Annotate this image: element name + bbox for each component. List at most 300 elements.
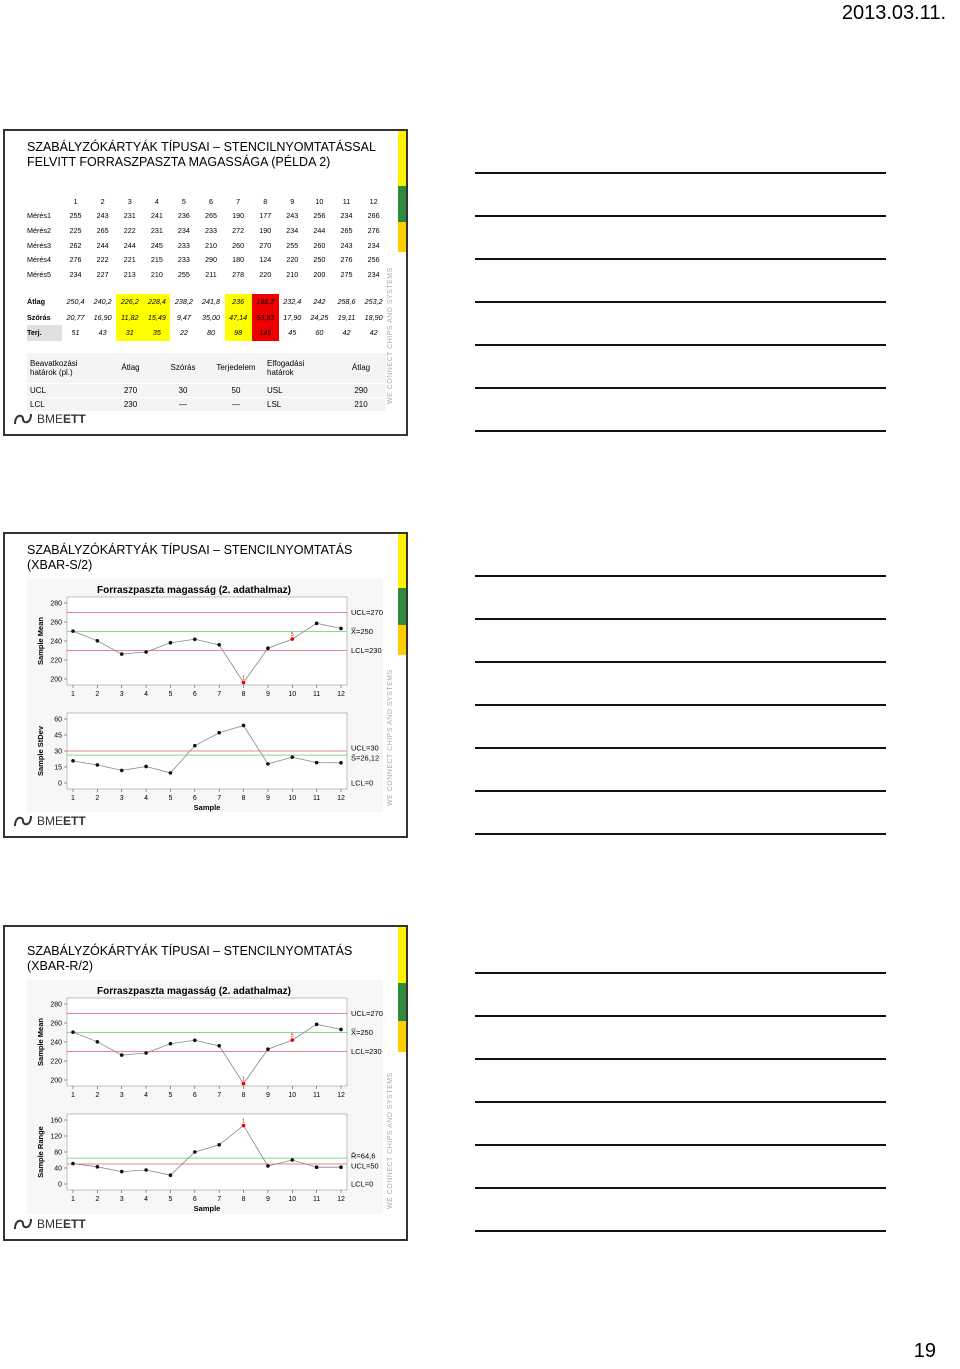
note-line [475,1058,886,1060]
table-cell: 255 [177,269,190,279]
data-point [120,1170,124,1174]
y-tick-label: 0 [58,1181,62,1189]
table-row [27,238,387,253]
stats-cell: 20,77 [66,312,85,322]
x-axis-label: Sample [193,1204,221,1213]
stats-cell: 98 [225,325,252,341]
stats-cell: 226,2 [116,294,143,310]
slide-2 [3,532,408,838]
table-row [27,209,387,224]
table-cell: 265 [340,225,353,235]
limits-header-cell: Elfogadási határok [264,353,336,383]
table-cell: 250 [313,255,326,265]
x-tick-label: 8 [241,1092,246,1099]
table-cell: 234 [367,269,380,279]
data-point [217,1044,221,1048]
data-point [169,641,173,645]
limits-cell: 50 [208,383,264,397]
data-point [193,744,197,748]
data-point [144,1051,148,1055]
row-label: Mérés2 [27,225,51,235]
table-cell: 236 [177,211,190,221]
column-header: 4 [154,196,159,206]
table-cell: 243 [340,240,353,250]
lcl-label: LCL=230 [351,1047,382,1056]
x-tick-label: 10 [288,1092,297,1099]
x-tick-label: 6 [192,1196,197,1203]
stats-table [27,294,387,341]
x-tick-label: 1 [71,1092,75,1099]
table-cell: 265 [205,211,218,221]
note-line [475,301,886,303]
data-point [169,1042,173,1046]
table-cell: 276 [340,255,353,265]
table-cell: 234 [177,225,190,235]
stats-cell: 253,2 [364,297,383,307]
y-tick-label: 240 [50,638,62,646]
stats-cell: 43 [98,328,107,338]
row-label: Mérés4 [27,255,51,265]
stats-row [27,294,387,310]
control-panel [36,713,379,812]
data-point [266,646,270,650]
table-cell: 190 [232,211,245,221]
x-tick-label: 3 [119,795,124,802]
data-point [339,1165,343,1169]
date: 2013.03.11. [841,2,946,24]
table-cell: 215 [150,255,163,265]
table-row [27,252,387,267]
ucl-label: UCL=50 [351,1161,379,1171]
page-number: 19 [913,1340,936,1362]
x-tick-label: 7 [217,1092,222,1099]
stats-cell: 19,11 [337,312,356,322]
x-tick-label: 8 [241,691,246,698]
x-tick-label: 10 [288,691,297,698]
x-tick-label: 9 [265,1092,270,1099]
data-point [71,1162,75,1166]
limits-cell: 30 [158,383,208,397]
table-cell: 290 [205,255,218,265]
y-axis-label: Sample Mean [36,1018,45,1066]
table-cell: 244 [313,225,326,235]
stats-cell: 11,82 [116,310,143,326]
table-cell: 275 [340,269,353,279]
flag-label: 5 [290,1033,294,1040]
y-axis-label: Sample Mean [36,617,45,665]
x-tick-label: 5 [168,1196,173,1203]
table-cell: 256 [367,255,380,265]
table-cell: 260 [313,240,326,250]
x-tick-label: 1 [71,795,75,802]
table-cell: 241 [150,211,163,221]
limits-header-row [27,353,386,383]
data-point [96,763,100,767]
center-label: X̿=250 [351,627,373,636]
limits-header-cell: Beavatkozási határok (pl.) [27,353,103,383]
column-header: 11 [342,196,351,206]
limits-cell: USL [264,383,336,397]
limits-cell: — [158,397,208,411]
xbar-r-chart [27,980,383,1214]
table-cell: 180 [232,255,245,265]
table-cell: 265 [96,225,109,235]
y-tick-label: 200 [50,1077,62,1085]
row-label: Szórás [27,312,51,322]
table-cell: 234 [367,240,380,250]
data-point [339,1028,343,1032]
stats-cell: 42 [369,328,378,338]
x-tick-label: 9 [265,795,270,802]
stats-cell: 80 [207,328,216,338]
limits-header-cell: Átlag [336,353,386,383]
side-text: WE CONNECT CHIPS AND SYSTEMS [387,1072,394,1209]
data-point [96,1040,100,1044]
table-cell: 210 [205,240,218,250]
stats-cell: 47,14 [225,310,252,326]
limits-header-cell: Szórás [158,353,208,383]
x-tick-label: 7 [217,795,222,802]
data-point [144,765,148,769]
x-tick-label: 6 [192,1092,197,1099]
stats-cell: 250,4 [66,297,85,307]
data-point [266,1164,270,1168]
x-axis-label: Sample [193,803,221,812]
stats-cell: 196,2 [252,294,279,310]
table-cell: 266 [367,211,380,221]
x-tick-label: 7 [217,691,222,698]
y-tick-label: 240 [50,1039,62,1047]
x-tick-label: 2 [95,795,100,802]
limits-cell: LCL [27,397,103,411]
data-point [315,761,319,765]
data-point [144,650,148,654]
x-tick-label: 1 [71,1196,75,1203]
data-point [290,1158,294,1162]
table-cell: 233 [177,255,190,265]
stats-cell: 258,6 [337,297,356,307]
table-cell: 124 [259,255,272,265]
table-cell: 222 [123,225,136,235]
y-tick-label: 0 [58,780,62,788]
header-row [27,194,387,209]
data-point [193,637,197,641]
data-point [217,643,221,647]
table-cell: 243 [96,211,109,221]
note-line [475,1144,886,1146]
ucl-label: UCL=30 [351,743,379,753]
y-tick-label: 280 [50,1001,62,1009]
y-tick-label: 160 [50,1117,62,1125]
table-cell: 211 [205,269,217,279]
data-point [71,759,75,763]
table-cell: 255 [69,211,82,221]
table-cell: 210 [286,269,299,279]
row-label: Mérés3 [27,240,51,250]
stats-cell: 22 [179,328,188,338]
table-cell: 231 [150,225,163,235]
x-tick-label: 7 [217,1196,222,1203]
limits-table [27,353,386,412]
y-tick-label: 60 [54,716,62,724]
stats-cell: 238,2 [174,297,193,307]
data-point [339,627,343,631]
measurement-table [27,194,387,282]
table-cell: 244 [96,240,109,250]
data-point [71,629,75,633]
data-point [120,769,124,773]
x-tick-label: 8 [241,1196,246,1203]
table-cell: 244 [123,240,136,250]
note-line [475,833,886,835]
xbar-s-chart [27,579,383,812]
table-row [27,267,387,282]
table-cell: 221 [123,255,136,265]
y-tick-label: 260 [50,619,62,627]
table-cell: 245 [150,240,163,250]
table-cell: 177 [259,211,272,221]
slide-1 [3,129,408,436]
stats-row [27,325,387,341]
stats-cell: 35,00 [202,312,221,322]
x-tick-label: 12 [337,1092,345,1099]
data-point [217,1143,221,1147]
note-line [475,1015,886,1017]
note-line [475,1187,886,1189]
data-point [169,771,173,775]
stats-cell: 35 [143,325,170,341]
stats-cell: 232,4 [283,297,302,307]
limits-cell: — [208,397,264,411]
column-header: 3 [127,196,132,206]
x-tick-label: 3 [119,1092,124,1099]
stats-cell: 9,47 [176,312,191,322]
table-cell: 233 [177,240,190,250]
data-point [193,1150,197,1154]
data-point [71,1030,75,1034]
stats-cell: 18,90 [364,312,383,322]
data-point [339,761,343,765]
note-line [475,575,886,577]
x-tick-label: 4 [144,795,149,802]
note-line [475,215,886,217]
data-point [315,622,319,626]
data-point [96,1165,100,1169]
slide-title: SZABÁLYZÓKÁRTYÁK TÍPUSAI – STENCILNYOMTATÁS (XBAR-R/2) [27,944,353,973]
side-text: WE CONNECT CHIPS AND SYSTEMS [387,267,394,404]
note-line [475,1101,886,1103]
table-cell: 234 [286,225,299,235]
corner-cell [27,194,62,209]
data-point [290,755,294,759]
stats-cell: 53,93 [252,310,279,326]
x-tick-label: 12 [337,795,345,802]
limits-cell: 230 [103,397,158,411]
stats-cell: 60 [315,328,324,338]
x-tick-label: 2 [95,1196,100,1203]
data-point [144,1168,148,1172]
table-cell: 256 [313,211,326,221]
table-cell: 255 [286,240,299,250]
table-cell: 233 [205,225,218,235]
x-tick-label: 5 [168,795,173,802]
table-cell: 234 [340,211,353,221]
stats-cell: 31 [116,325,143,341]
note-line [475,1230,886,1232]
data-point [96,639,100,643]
center-label: R̄=64,6 [351,1151,376,1161]
column-header: 6 [209,196,214,206]
stats-cell: 228,4 [143,294,170,310]
stats-cell: 51 [71,328,80,338]
x-tick-label: 12 [337,1196,345,1203]
stats-row [27,310,387,326]
table-cell: 225 [69,225,82,235]
data-point [266,762,270,766]
row-label: Mérés5 [27,269,51,279]
limits-cell: 290 [336,383,386,397]
stats-cell: 242 [313,297,326,307]
bmeett-logo: BME ETT [13,814,86,828]
bmeett-logo: BME ETT [13,412,86,426]
limits-header-cell: Átlag [103,353,158,383]
column-header: 1 [73,196,78,206]
x-tick-label: 10 [288,795,297,802]
note-line [475,172,886,174]
x-tick-label: 4 [144,1092,149,1099]
center-label: S̄=26,12 [351,753,380,763]
y-tick-label: 220 [50,1058,62,1066]
y-tick-label: 260 [50,1020,62,1028]
table-cell: 276 [367,225,380,235]
stats-cell: 24,25 [310,312,329,322]
table-cell: 210 [150,269,163,279]
x-tick-label: 5 [168,691,173,698]
plot-area [67,998,347,1086]
column-header: 8 [263,196,268,206]
data-point [315,1023,319,1027]
plot-area [67,1114,347,1190]
data-point [120,652,124,656]
stats-cell: 42 [342,328,351,338]
x-tick-label: 6 [192,691,197,698]
stats-cell: 146 [252,325,279,341]
lcl-label: LCL=0 [351,778,374,788]
note-line [475,430,886,432]
data-point [193,1038,197,1042]
x-tick-label: 11 [312,1092,321,1099]
x-tick-label: 11 [312,795,321,802]
x-tick-label: 3 [119,691,124,698]
limits-cell: UCL [27,383,103,397]
y-tick-label: 200 [50,676,62,684]
flag-label: 1 [242,675,245,682]
column-header: 12 [369,196,378,206]
limits-cell: LSL [264,397,336,411]
limits-header-cell: Terjedelem [208,353,264,383]
x-tick-label: 2 [95,1092,100,1099]
limits-cell: 210 [336,397,386,411]
limits-cell: 270 [103,383,158,397]
data-point [169,1173,173,1177]
flag-label: 1 [242,1076,245,1083]
table-cell: 222 [96,255,109,265]
ucl-label: UCL=270 [351,1009,383,1018]
y-axis-label: Sample StDev [36,725,45,777]
row-label: Átlag [27,297,45,307]
table-cell: 213 [123,269,136,279]
control-panel [36,585,383,698]
row-label: Mérés1 [27,211,51,221]
stats-cell: 45 [288,328,297,338]
stats-cell: 16,90 [93,312,112,322]
stats-cell: 240,2 [93,297,112,307]
control-panel [36,1114,379,1213]
y-tick-label: 45 [54,732,62,740]
stats-cell: 17,90 [283,312,302,322]
control-panel [36,986,383,1099]
note-line [475,618,886,620]
table-cell: 272 [232,225,245,235]
y-tick-label: 120 [50,1133,62,1141]
note-line [475,387,886,389]
data-point [242,724,246,728]
y-tick-label: 220 [50,657,62,665]
ucl-label: UCL=270 [351,608,383,617]
table-cell: 234 [69,269,82,279]
stats-cell: 15,49 [143,310,170,326]
data-point [315,1165,319,1169]
limits-row [27,397,386,411]
table-cell: 262 [69,240,82,250]
y-tick-label: 80 [54,1149,62,1157]
table-cell: 220 [286,255,299,265]
row-label: Terj. [27,325,62,341]
table-cell: 270 [259,240,272,250]
data-point [120,1053,124,1057]
x-tick-label: 11 [312,691,321,698]
chart-title: Forraszpaszta magasság (2. adathalmaz) [97,585,291,596]
table-cell: 243 [286,211,299,221]
data-point [217,731,221,735]
column-header: 2 [100,196,105,206]
table-cell: 276 [69,255,82,265]
column-header: 5 [181,196,186,206]
center-label: X̿=250 [351,1028,373,1037]
slide-title: SZABÁLYZÓKÁRTYÁK TÍPUSAI – STENCILNYOMTATÁSSAL FELVITT FORRASZPASZTA MAGASSÁGA (PÉLDA 2) [27,140,376,169]
note-line [475,258,886,260]
x-tick-label: 9 [265,691,270,698]
flag-label: 5 [290,632,294,639]
note-line [475,661,886,663]
y-tick-label: 30 [54,748,62,756]
x-tick-label: 9 [265,1196,270,1203]
y-axis-label: Sample Range [36,1126,45,1178]
table-cell: 260 [232,240,245,250]
column-header: 7 [236,196,241,206]
table-cell: 278 [232,269,245,279]
x-tick-label: 11 [312,1196,321,1203]
x-tick-label: 5 [168,1092,173,1099]
stats-cell: 236 [225,294,252,310]
stats-cell: 241,8 [202,297,221,307]
table-cell: 220 [259,269,272,279]
table-cell: 227 [96,269,109,279]
slide-title: SZABÁLYZÓKÁRTYÁK TÍPUSAI – STENCILNYOMTATÁS (XBAR-S/2) [27,543,353,572]
x-tick-label: 10 [288,1196,297,1203]
table-cell: 231 [123,211,136,221]
y-tick-label: 280 [50,600,62,608]
